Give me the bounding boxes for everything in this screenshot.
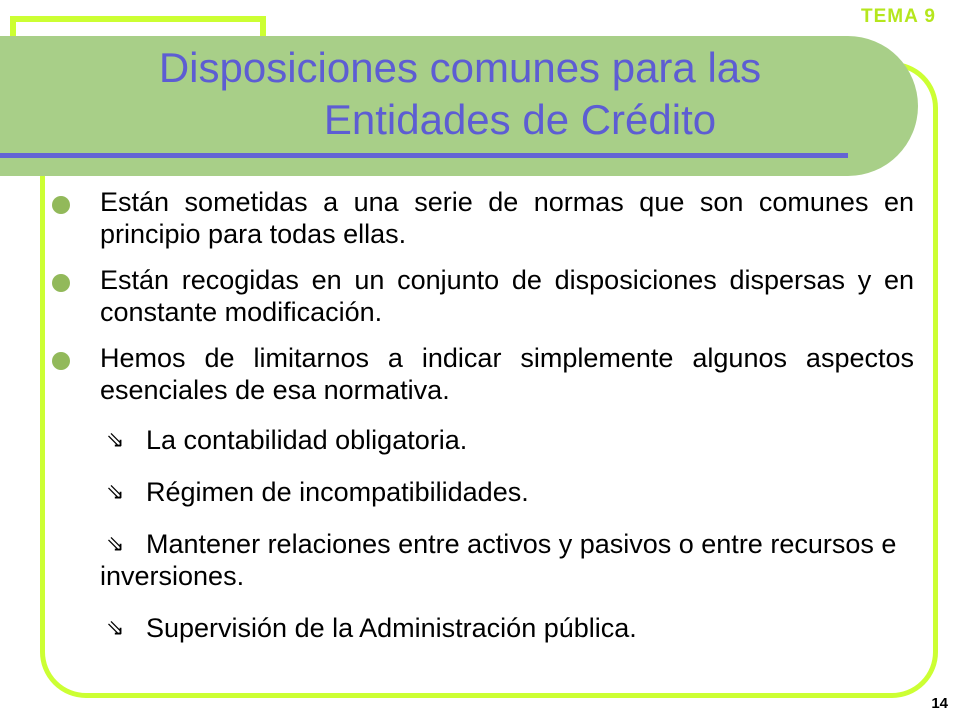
bullet-dot-icon: [52, 196, 70, 214]
bullet-item: [52, 264, 914, 328]
sub-item: [52, 612, 914, 644]
bullet-text: Están sometidas a una serie de normas que son comunes en principio para todas ellas.: [100, 187, 914, 249]
slide-title-line-1: Disposiciones comunes para las: [158, 44, 762, 91]
bullet-dot-icon: [52, 274, 70, 292]
slide-title-line-2: Entidades de Crédito: [323, 96, 717, 143]
sub-item-text: Supervisión de la Administración pública.: [146, 613, 637, 643]
slide-title: [60, 42, 860, 146]
tema-label: TEMA 9: [861, 6, 936, 27]
bullet-dot-icon: [52, 352, 70, 370]
sub-item-text: Régimen de incompatibilidades.: [146, 477, 529, 507]
bullet-text: Hemos de limitarnos a indicar simplemente algunos aspectos esenciales de esa normativa.: [100, 343, 914, 405]
title-underline: [0, 153, 848, 158]
sub-item: [52, 424, 914, 456]
arrow-icon: ⇘: [106, 427, 125, 452]
arrow-icon: ⇘: [106, 531, 125, 556]
sub-item-text: Mantener relaciones entre activos y pasivos o entre recursos e inversiones.: [100, 529, 897, 591]
bullet-item: [52, 186, 914, 250]
sub-item-text: La contabilidad obligatoria.: [146, 425, 468, 455]
arrow-icon: ⇘: [106, 615, 125, 640]
bullet-item: [52, 342, 914, 406]
bullet-text: Están recogidas en un conjunto de disposiciones dispersas y en constante modificación.: [100, 265, 914, 327]
arrow-icon: ⇘: [106, 479, 125, 504]
sub-item: [52, 476, 914, 508]
sub-item: [52, 528, 914, 592]
slide-content: [52, 186, 914, 664]
page-number: 14: [931, 695, 948, 712]
